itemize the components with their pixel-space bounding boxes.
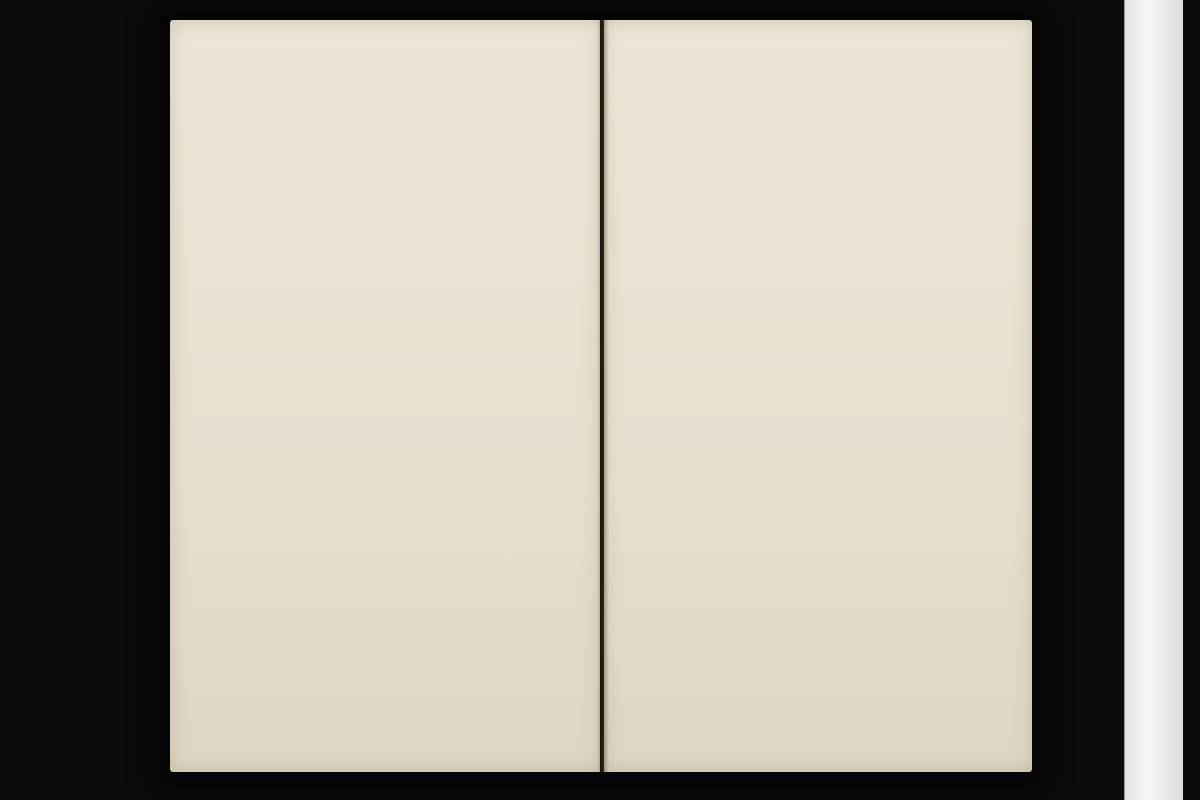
book-gutter [597, 20, 609, 772]
right-page [604, 20, 1032, 772]
ruler-scale [1125, 0, 1183, 800]
measuring-ruler [1124, 0, 1183, 800]
left-page [170, 20, 600, 772]
